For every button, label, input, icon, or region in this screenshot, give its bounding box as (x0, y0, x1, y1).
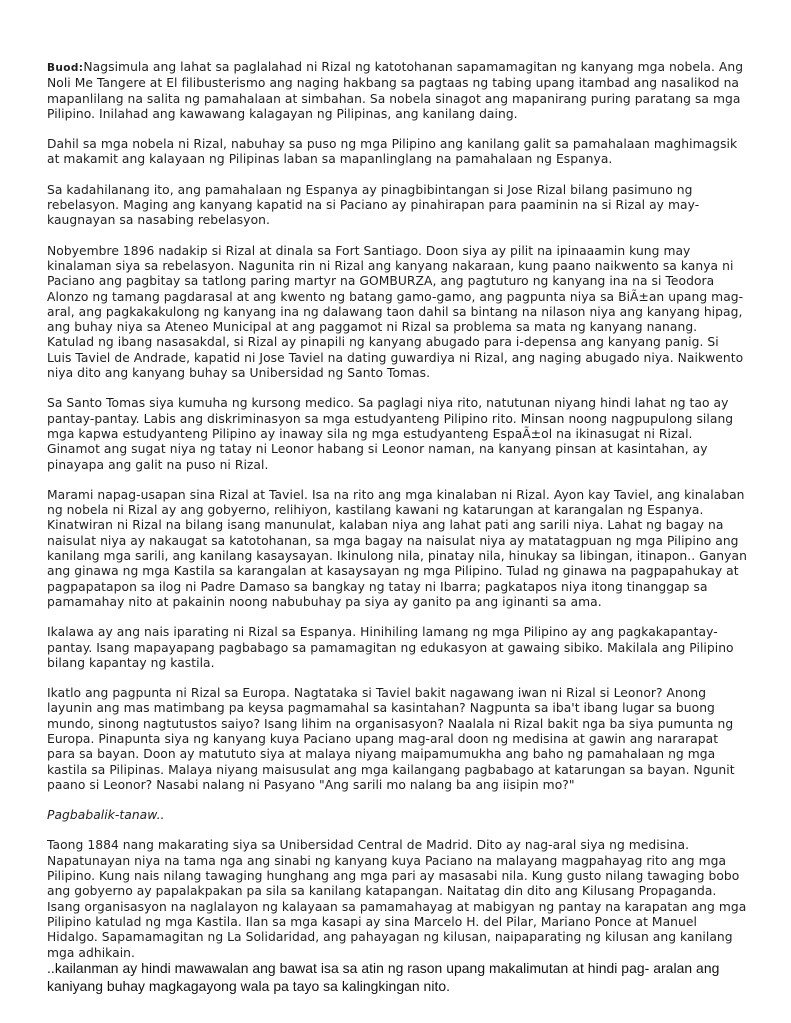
paragraph: Ikalawa ay ang nais iparating ni Rizal sa Espanya. Hinihiling lamang ng mga Pilipino ay ang pagkakapantay-pantay. Isang mapayapang pagbabago sa pamamagitan ng edukasyon at gawaing sibiko. Makilala ang Pilipino bilang kapantay ng kastila. (47, 625, 734, 670)
paragraph: Nobyembre 1896 nadakip si Rizal at dinala sa Fort Santiago. Doon siya ay pilit na ipinaaamin kung may kinalaman siya sa rebelasyon. Nagunita rin ni Rizal ang kanyang nakaraan, kung paano naikwento sa kanya ni Paciano ang pagbitay sa tatlong paring martyr na GOMBURZA, ang pagtuturo ng kanyang ina na si Teodora Alonzo ng tamang pagdarasal at ang kwento ng batang gamo-gamo, ang pagpunta niya sa BiÃ±an upang mag-aral, ang pagkakakulong ng kanyang ina ng dalawang taon dahil sa bintang na nilason niya ang kanyang hipag, ang buhay niya sa Ateneo Municipal at ang paggamot ni Rizal sa problema sa mata ng kanyang nanang. Katulad ng ibang nasasakdal, si Rizal ay pinapili ng kanyang abugado para i-depensa ang kanyang panig. Si Luis Taviel de Andrade, kapatid ni Jose Taviel na dating guwardiya ni Rizal, ang naging abugado niya. Naikwento niya dito ang kanyang buhay sa Unibersidad ng Santo Tomas. (47, 243, 744, 381)
paragraph: Taong 1884 nang makarating siya sa Unibersidad Central de Madrid. Dito ay nag-aral siya ng medisina. Napatunayan niya na tama nga ang sinabi ng kanyang kuya Paciano na malayang magpahayag rito ang mga Pilipino. Kung nais nilang tawaging hunghang ang mga pari ay masasabi nila. Kung gusto nilang tawaging bobo ang gobyerno ay papalakpakan pa sila sa kanilang katapangan. Naitatag din dito ang Kilusang Propaganda. Isang organisasyon na naglalayon ng kalayaan sa pamamahayag at mabigyan ng pantay na karapatan ang mga Pilipino katulad ng mga Kastila. Ilan sa mga kasapi ay sina Marcelo H. del Pilar, Mariano Ponce at Manuel Hidalgo. Sapamamagitan ng La Solidaridad, ang pahayagan ng kilusan, naipaparating ng kilusan ang kanilang mga adhikain. (47, 838, 747, 960)
paragraph: Sa kadahilanang ito, ang pamahalaan ng Espanya ay pinagbibintangan si Jose Rizal bilang pasimuno ng rebelasyon. Maging ang kanyang kapatid na si Paciano ay pinahirapan para paaminin na si Rizal ay may-kaugnayan sa nasabing rebelasyon. (47, 182, 700, 228)
document-page (47, 60, 747, 1010)
summary-paragraph (47, 60, 747, 122)
paragraph: Sa Santo Tomas siya kumuha ng kursong medico. Sa paglagi niya rito, natutunan niyang hindi lahat ng tao ay pantay-pantay. Labis ang diskriminasyon sa mga estudyanteng Pilipino rito. Minsan noong nagpupulong silang mga kapwa estudyanteng Pilipino ay inaway sila ng mga estudyanteng EspaÃ±ol na ikinasugat ni Rizal. Ginamot ang sugat niya ng tatay ni Leonor habang si Leonor naman, na kanyang pinsan at kasintahan, ay pinayapa ang galit na puso ni Rizal. (47, 396, 734, 472)
summary-label: Buod: (47, 62, 84, 74)
paragraph: Ikatlo ang pagpunta ni Rizal sa Europa. Nagtataka si Taviel bakit nagawang iwan ni Rizal si Leonor? Anong layunin ang mas matimbang pa keysa pagmamahal sa kasintahan? Nagpunta sa iba't ibang lugar sa buong mundo, sinong nagtutustos saiyo? Isang lihim na organisasyon? Naalala ni Rizal bakit nga ba siya pumunta ng Europa. Pinapunta siya ng kanyang kuya Paciano upang mag-aral doon ng medisina at gawin ang nararapat para sa bayan. Doon ay matututo siya at malaya niyang maipamumukha ang baho ng pamahalaan ng mga kastila sa Pilipinas. Malaya niyang maisusulat ang mga kailangang pagbabago at katarungan sa bayan. Ngunit paano si Leonor? Nasabi nalang ni Pasyano "Ang sarili mo nalang ba ang iisipin mo?" (47, 686, 735, 792)
section-heading: Pagbabalik-tanaw.. (47, 808, 165, 823)
paragraph: Marami napag-usapan sina Rizal at Taviel. Isa na rito ang mga kinalaban ni Rizal. Ayon kay Taviel, ang kinalaban ng nobela ni Rizal ay ang gobyerno, relihiyon, kastilang kawani ng katarungan at karangalan ng Espanya. Kinatwiran ni Rizal na bilang isang manunulat, kalaban niya ang lahat pati ang sarili niya. Lahat ng bagay na naisulat niya ay nakaugat sa katotohanan, sa mga bagay na naisulat niya ay matatagpuan ng mga Pilipino ang kanilang mga sarili, ang kanilang kasaysayan. Ikinulong nila, pinatay nila, hinukay sa libingan, itinapon.. Ganyan ang ginawa ng mga Kastila sa karangalan at kasaysayan ng mga Pilipino. Tulad ng ginawa na pagpapahukay at pagpapatapon sa ilog ni Padre Damaso sa bangkay ng tatay ni Ibarra; pagkatapos niya itong tinanggap sa pamamahay nito at pakainin noong nabubuhay pa siya ay ganito pa ang iginanti sa ama. (47, 487, 747, 609)
paragraph-text: Nagsimula ang lahat sa paglalahad ni Rizal ng katotohanan sapamamagitan ng kanyang mga nobela. Ang Noli Me Tangere at El filibusterismo ang naging hakbang sa pagtaas ng tabing upang itambad ang nasalikod na mapanlilang na salita ng pamahalaan at simbahan. Sa nobela sinagot ang mapanirang puring paratang sa mga Pilipino. Inilahad ang kawawang kalagayan ng Pilipinas, ang kanilang daing. (47, 60, 744, 121)
closing-paragraph: ..kailanman ay hindi mawawalan ang bawat isa sa atin ng rason upang makalimutan at hindi pag- aralan ang kaniyang buhay magkagayong wala pa tayo sa kalingkingan nito. (47, 959, 720, 994)
paragraph: Dahil sa mga nobela ni Rizal, nabuhay sa puso ng mga Pilipino ang kanilang galit sa pamahalaan maghimagsik at makamit ang kalayaan ng Pilipinas laban sa mapanlinglang na pamahalaan ng Espanya. (47, 137, 738, 167)
